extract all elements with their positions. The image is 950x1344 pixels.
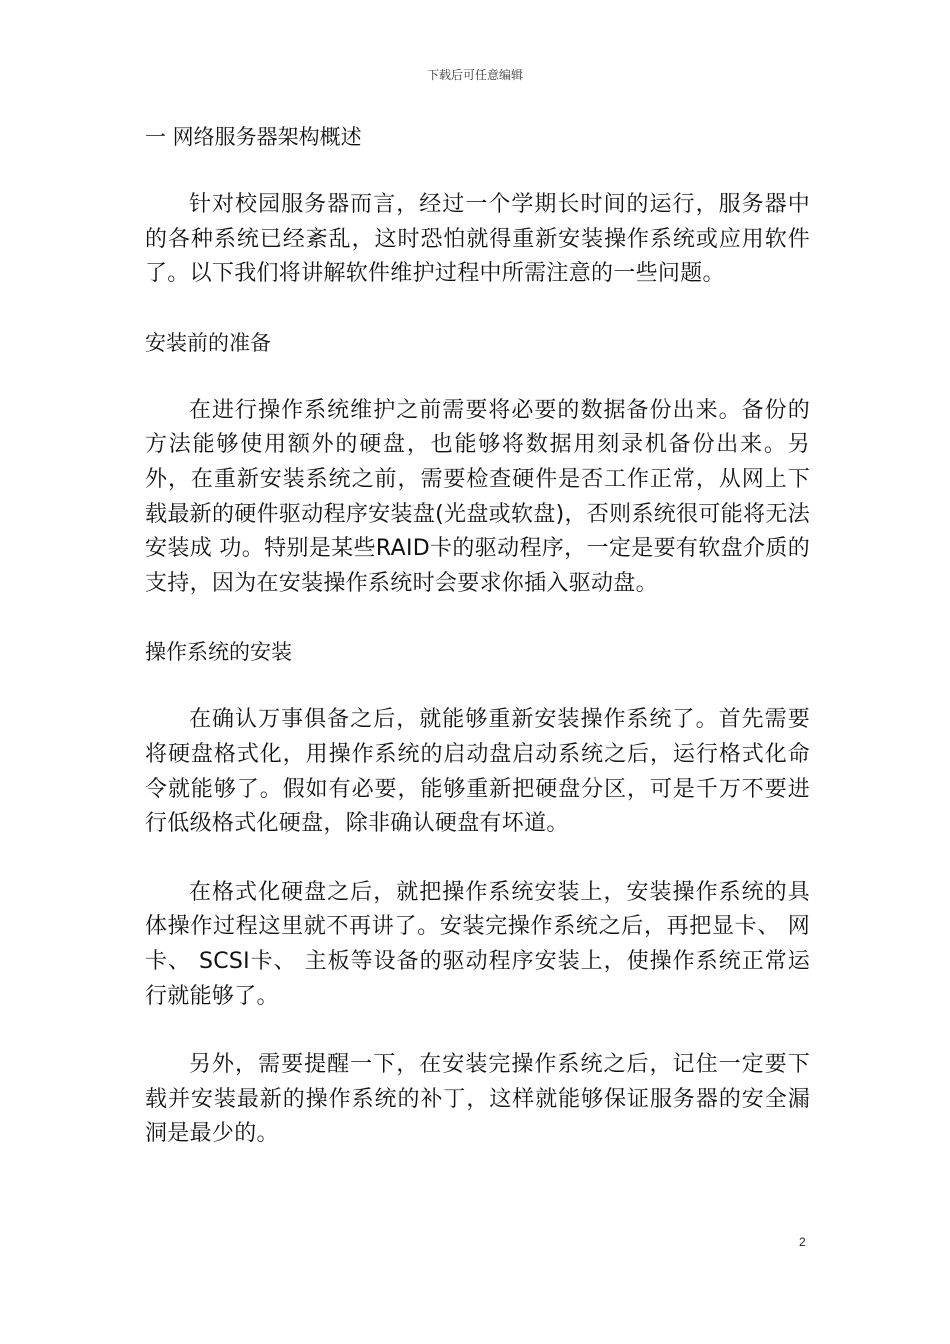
document-body — [145, 120, 810, 1152]
section-heading-os-install: 操作系统的安装 — [145, 640, 292, 665]
os-install-paragraph-3: 另外，需要提醒一下，在安装完操作系统之后，记住一定要下载并安装最新的操作系统的补丁，这样就能够保证服务器的安全漏洞是最少的。 — [145, 1052, 810, 1147]
intro-paragraph: 针对校园服务器而言，经过一个学期长时间的运行，服务器中的各种系统已经紊乱，这时恐怕就得重新安装操作系统或应用软件了。以下我们将讲解软件维护过程中所需注意的一些问题。 — [145, 192, 810, 287]
document-title: 一 网络服务器架构概述 — [145, 125, 362, 149]
page-number: 2 — [799, 1235, 806, 1249]
section-heading-preparation: 安装前的准备 — [145, 330, 271, 355]
page-header-note: 下载后可任意编辑 — [426, 68, 523, 82]
preparation-paragraph: 在进行操作系统维护之前需要将必要的数据备份出来。备份的方法能够使用额外的硬盘，也能够将数据用刻录机备份出来。另外，在重新安装系统之前，需要检查硬件是否工作正常，从网上下载最新的硬件驱动程序安装盘(光盘或软盘)，否则系统很可能将无法安装成 功。特别是某些RAID卡的驱动程序，一定是要有软盘介质的支持，因为在安装操作系统时会要求你插入驱动盘。 — [145, 397, 810, 596]
os-install-paragraph-2: 在格式化硬盘之后，就把操作系统安装上，安装操作系统的具体操作过程这里就不再讲了。安装完操作系统之后，再把显卡、 网卡、 SCSI卡、 主板等设备的驱动程序安装上，使操作系统正常运行就能够了。 — [145, 879, 810, 1009]
os-install-paragraph-1: 在确认万事俱备之后，就能够重新安装操作系统了。首先需要将硬盘格式化，用操作系统的启动盘启动系统之后，运行格式化命令就能够了。假如有必要，能够重新把硬盘分区，可是千万不要进行低级格式化硬盘，除非确认硬盘有坏道。 — [145, 707, 810, 837]
